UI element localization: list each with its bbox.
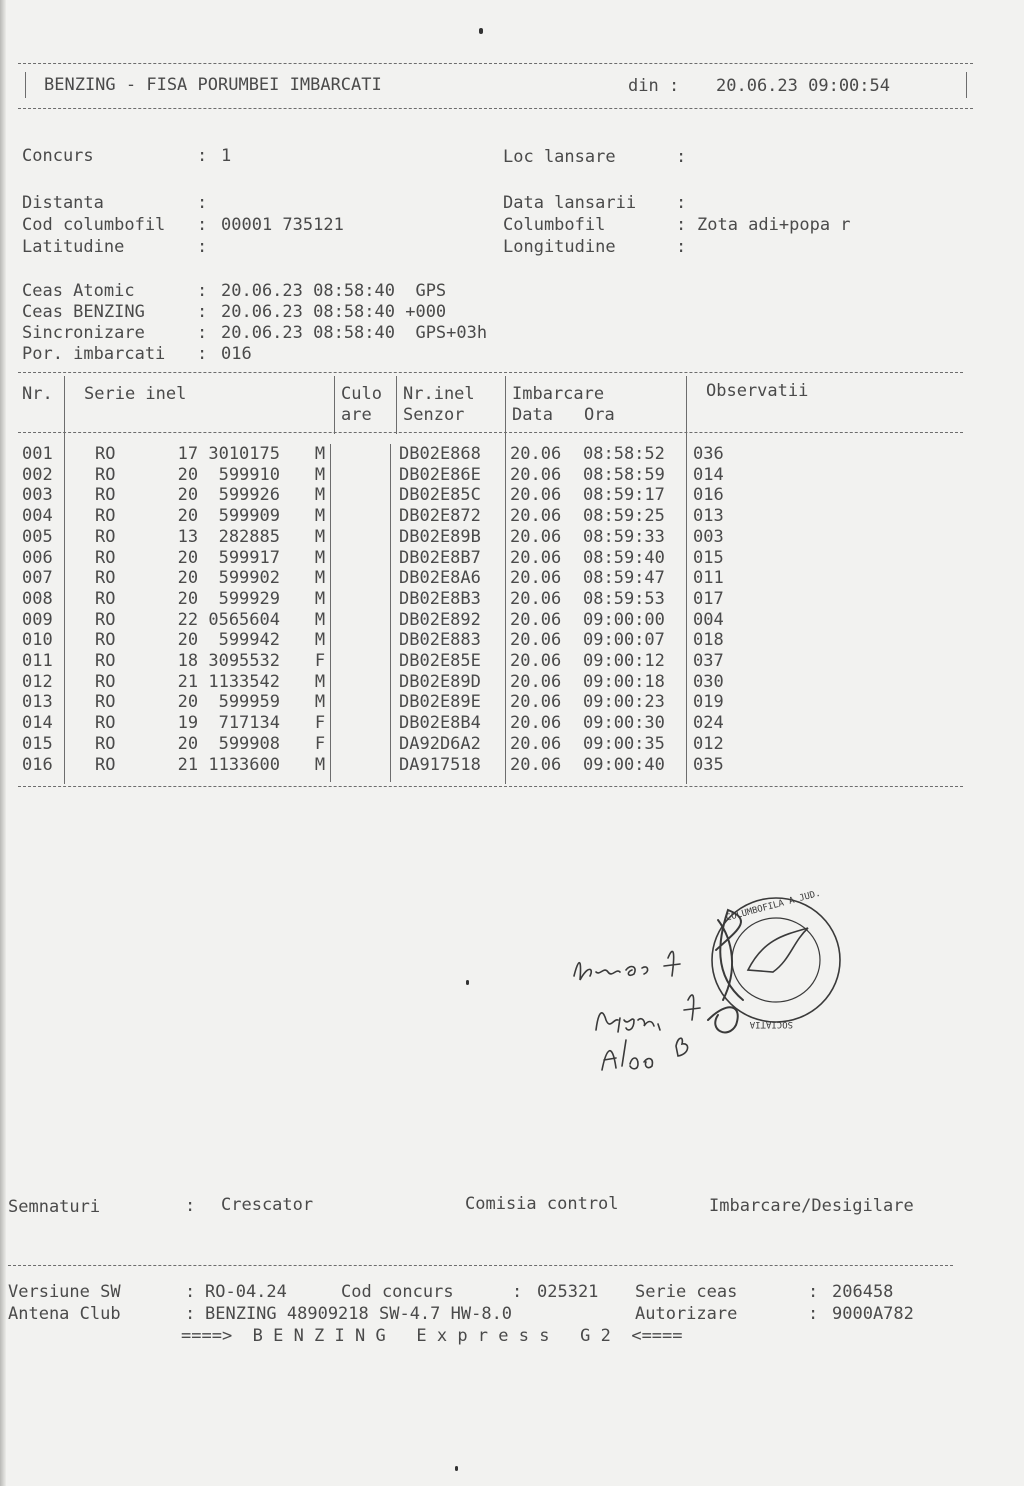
data-lansarii-label: Data lansarii: [503, 193, 637, 213]
colon: :: [197, 281, 208, 301]
stamp-text-fragment: COLUMBOFILA A JUD.: [724, 888, 822, 924]
row-number: 003: [22, 485, 53, 506]
table-row: [0, 506, 1024, 527]
row-sensor-id: DB02E8B7: [399, 547, 481, 568]
table-row: [0, 444, 1024, 465]
row-country: RO: [95, 630, 116, 651]
row-country: RO: [95, 609, 116, 630]
col-header-are: are: [341, 405, 372, 425]
row-ring-number: 20 599942: [177, 630, 280, 651]
row-ring-number: 20 599929: [177, 588, 280, 609]
row-time: 08:59:40: [583, 547, 665, 568]
row-number: 007: [22, 568, 53, 589]
row-country: RO: [95, 526, 116, 547]
table-bottom-rule: [18, 786, 963, 787]
columbofil-label: Columbofil: [503, 215, 606, 235]
row-date: 20.06: [510, 444, 562, 464]
row-date: 20.06: [510, 568, 562, 589]
row-ring-number: 20 599908: [177, 733, 280, 754]
row-sex: M: [314, 485, 326, 506]
cod-columbofil-label: Cod columbofil: [22, 215, 166, 235]
row-country: RO: [95, 588, 116, 609]
row-ring-number: 17 3010175: [177, 444, 280, 464]
row-number: 002: [22, 464, 53, 485]
semnaturi-label: Semnaturi: [8, 1197, 101, 1217]
row-number: 011: [22, 651, 53, 671]
por-imbarcati-label: Por. imbarcati: [22, 344, 166, 364]
row-time: 09:00:30: [583, 713, 665, 734]
table-top-rule: [18, 372, 963, 373]
row-sensor-id: DB02E868: [399, 444, 481, 464]
row-ring-number: 19 717134: [177, 713, 280, 734]
row-country: RO: [95, 444, 116, 464]
row-number: 004: [22, 506, 53, 527]
row-sensor-id: DB02E892: [399, 609, 481, 630]
row-time: 09:00:23: [583, 692, 665, 713]
table-row: [0, 630, 1024, 651]
row-sex: M: [314, 692, 326, 713]
cod-columbofil-value: 00001 735121: [221, 215, 344, 235]
sincronizare-value: 20.06.23 08:58:40 GPS+03h: [221, 323, 488, 343]
row-country: RO: [95, 568, 116, 589]
table-row: [0, 713, 1024, 734]
row-ring-number: 21 1133542: [177, 671, 280, 692]
row-sensor-id: DB02E85C: [399, 485, 481, 506]
row-observation: 014: [693, 464, 724, 485]
row-observation: 011: [693, 568, 724, 589]
row-ring-number: 20 599910: [177, 464, 280, 485]
row-country: RO: [95, 651, 116, 671]
row-time: 08:58:59: [583, 464, 665, 485]
row-observation: 013: [693, 506, 724, 527]
row-time: 08:59:17: [583, 485, 665, 506]
row-ring-number: 20 599909: [177, 506, 280, 527]
table-row: [0, 651, 1024, 672]
row-observation: 015: [693, 547, 724, 568]
row-number: 012: [22, 671, 53, 692]
table-row: [0, 610, 1024, 631]
header-left-border: [25, 72, 26, 98]
col-sep: [396, 376, 397, 434]
row-sensor-id: DB02E8B3: [399, 588, 481, 609]
colon: :: [197, 323, 208, 343]
row-country: RO: [95, 754, 116, 775]
table-row: [0, 755, 1024, 776]
row-time: 08:59:33: [583, 526, 665, 547]
row-country: RO: [95, 547, 116, 568]
row-observation: 003: [693, 526, 724, 547]
row-country: RO: [95, 692, 116, 713]
colon: :: [197, 146, 208, 166]
row-sensor-id: DB02E8B4: [399, 713, 481, 734]
colon: :: [808, 1282, 819, 1302]
table-row: [0, 734, 1024, 755]
colon: :: [185, 1196, 196, 1216]
row-sex: M: [314, 588, 326, 609]
col-header-imbarcare: Imbarcare: [512, 384, 605, 404]
cod-concurs-value: 025321: [537, 1282, 599, 1302]
row-observation: 030: [693, 671, 724, 692]
row-time: 09:00:18: [583, 671, 665, 692]
row-ring-number: 22 0565604: [177, 609, 280, 630]
versiune-value: RO-04.24: [205, 1282, 287, 1302]
row-sex: M: [314, 506, 326, 527]
longitudine-label: Longitudine: [503, 237, 616, 257]
row-observation: 019: [693, 692, 724, 713]
row-country: RO: [95, 506, 116, 527]
por-imbarcati-value: 016: [221, 344, 252, 364]
row-ring-number: 13 282885: [177, 526, 280, 547]
crescator-label: Crescator: [221, 1195, 314, 1215]
colon: :: [185, 1304, 196, 1324]
row-sensor-id: DB02E872: [399, 506, 481, 527]
row-country: RO: [95, 713, 116, 734]
colon: :: [676, 193, 687, 213]
ceas-benzing-label: Ceas BENZING: [22, 302, 145, 322]
colon: :: [185, 1282, 196, 1302]
row-ring-number: 20 599917: [177, 547, 280, 568]
date-value: 20.06.23 09:00:54: [716, 76, 890, 96]
row-date: 20.06: [510, 651, 562, 671]
row-observation: 037: [693, 651, 724, 671]
colon: :: [197, 215, 208, 235]
col-sep: [334, 376, 335, 434]
antena-value: BENZING 48909218 SW-4.7 HW-8.0: [205, 1304, 513, 1324]
table-row: [0, 527, 1024, 548]
row-number: 006: [22, 547, 53, 568]
row-number: 008: [22, 588, 53, 609]
row-sensor-id: DB02E89D: [399, 671, 481, 692]
table-row: [0, 548, 1024, 569]
row-sensor-id: DB02E8A6: [399, 568, 481, 589]
row-time: 09:00:00: [583, 609, 665, 630]
row-date: 20.06: [510, 692, 562, 713]
row-date: 20.06: [510, 630, 562, 651]
row-sex: F: [314, 733, 326, 754]
stamp-bird: [748, 928, 808, 972]
row-time: 09:00:07: [583, 630, 665, 651]
row-date: 20.06: [510, 713, 562, 734]
col-header-observatii: Observatii: [706, 381, 809, 401]
col-header-senzor: Senzor: [403, 405, 465, 425]
row-sex: M: [314, 671, 326, 692]
row-number: 015: [22, 733, 53, 754]
row-observation: 016: [693, 485, 724, 506]
row-time: 09:00:40: [583, 754, 665, 775]
latitudine-label: Latitudine: [22, 237, 125, 257]
benzing-express-banner: ====> B E N Z I N G E x p r e s s G 2 <====: [181, 1326, 683, 1346]
row-sensor-id: DA917518: [399, 754, 481, 775]
row-sex: M: [314, 464, 326, 485]
cod-concurs-label: Cod concurs: [341, 1282, 454, 1302]
row-sex: M: [314, 609, 326, 630]
col-header-nr: Nr.: [22, 384, 53, 404]
row-sex: M: [314, 526, 326, 547]
table-row: [0, 589, 1024, 610]
row-ring-number: 20 599959: [177, 692, 280, 713]
row-sex: M: [314, 568, 326, 589]
row-sex: M: [314, 547, 326, 568]
row-sensor-id: DB02E86E: [399, 464, 481, 485]
row-sensor-id: DB02E85E: [399, 651, 481, 671]
row-time: 08:58:52: [583, 444, 665, 464]
row-time: 08:59:25: [583, 506, 665, 527]
stamp-text-fragment: SOCIATIA: [749, 1019, 793, 1029]
sincronizare-label: Sincronizare: [22, 323, 145, 343]
header-bottom-rule: [18, 108, 973, 109]
comisia-control-label: Comisia control: [465, 1194, 619, 1214]
colon: :: [197, 344, 208, 364]
row-observation: 024: [693, 713, 724, 734]
row-sensor-id: DB02E883: [399, 630, 481, 651]
footer-rule: [8, 1265, 953, 1266]
colon: :: [676, 237, 687, 257]
header-top-rule: [18, 63, 973, 64]
row-observation: 017: [693, 588, 724, 609]
antena-label: Antena Club: [8, 1304, 121, 1324]
row-observation: 012: [693, 733, 724, 754]
col-header-data: Data: [512, 405, 553, 425]
row-sensor-id: DB02E89B: [399, 526, 481, 547]
row-date: 20.06: [510, 464, 562, 485]
row-sex: F: [314, 651, 326, 671]
row-country: RO: [95, 485, 116, 506]
row-number: 013: [22, 692, 53, 713]
row-time: 09:00:35: [583, 733, 665, 754]
loc-lansare-label: Loc lansare: [503, 147, 616, 167]
row-time: 08:59:47: [583, 568, 665, 589]
serie-ceas-label: Serie ceas: [635, 1282, 738, 1302]
colon: :: [808, 1304, 819, 1324]
row-date: 20.06: [510, 506, 562, 527]
row-ring-number: 21 1133600: [177, 754, 280, 775]
table-header-rule: [18, 432, 963, 433]
ceas-benzing-value: 20.06.23 08:58:40 +000: [221, 302, 447, 322]
row-sex: M: [314, 444, 326, 464]
concurs-value: 1: [221, 146, 232, 166]
doc-title: BENZING - FISA PORUMBEI IMBARCATI: [44, 75, 382, 95]
col-header-serie: Serie inel: [84, 384, 187, 404]
row-date: 20.06: [510, 588, 562, 609]
speck: [455, 1466, 458, 1471]
row-observation: 018: [693, 630, 724, 651]
autorizare-label: Autorizare: [635, 1304, 738, 1324]
row-country: RO: [95, 733, 116, 754]
row-date: 20.06: [510, 609, 562, 630]
row-observation: 035: [693, 754, 724, 775]
col-header-nrinel: Nr.inel: [403, 384, 475, 404]
row-observation: 004: [693, 609, 724, 630]
row-sex: F: [314, 713, 326, 734]
row-sex: M: [314, 754, 326, 775]
row-number: 014: [22, 713, 53, 734]
row-number: 016: [22, 754, 53, 775]
colon: :: [197, 302, 208, 322]
row-observation: 036: [693, 444, 724, 464]
ceas-atomic-value: 20.06.23 08:58:40 GPS: [221, 281, 447, 301]
distanta-label: Distanta: [22, 193, 104, 213]
colon: :: [197, 237, 208, 257]
row-number: 005: [22, 526, 53, 547]
ceas-atomic-label: Ceas Atomic: [22, 281, 135, 301]
row-ring-number: 20 599926: [177, 485, 280, 506]
row-date: 20.06: [510, 733, 562, 754]
row-ring-number: 20 599902: [177, 568, 280, 589]
row-country: RO: [95, 671, 116, 692]
row-number: 009: [22, 609, 53, 630]
colon: :: [197, 193, 208, 213]
colon: :: [676, 147, 687, 167]
handwritten-signatures-and-stamp: [568, 880, 868, 1080]
row-sex: M: [314, 630, 326, 651]
autorizare-value: 9000A782: [832, 1304, 914, 1324]
stamp-inner-ring: [732, 918, 820, 1002]
table-row: [0, 692, 1024, 713]
row-date: 20.06: [510, 671, 562, 692]
row-number: 010: [22, 630, 53, 651]
row-time: 09:00:12: [583, 651, 665, 671]
speck: [466, 980, 469, 985]
table-row: [0, 485, 1024, 506]
table-row: [0, 465, 1024, 486]
colon: :: [676, 215, 687, 235]
row-number: 001: [22, 444, 53, 464]
imbarcare-desigilare-label: Imbarcare/Desigilare: [709, 1196, 914, 1216]
col-header-culo: Culo: [341, 384, 382, 404]
versiune-label: Versiune SW: [8, 1282, 121, 1302]
row-country: RO: [95, 464, 116, 485]
concurs-label: Concurs: [22, 146, 94, 166]
row-date: 20.06: [510, 485, 562, 506]
row-date: 20.06: [510, 526, 562, 547]
table-row: [0, 672, 1024, 693]
row-ring-number: 18 3095532: [177, 651, 280, 671]
row-sensor-id: DB02E89E: [399, 692, 481, 713]
row-date: 20.06: [510, 547, 562, 568]
date-label: din :: [628, 76, 680, 96]
col-header-ora: Ora: [584, 405, 615, 425]
table-row: [0, 568, 1024, 589]
colon: :: [512, 1282, 523, 1302]
row-date: 20.06: [510, 754, 562, 775]
row-sensor-id: DA92D6A2: [399, 733, 481, 754]
row-time: 08:59:53: [583, 588, 665, 609]
speck: [479, 28, 483, 34]
serie-ceas-value: 206458: [832, 1282, 894, 1302]
header-right-border: [966, 72, 967, 98]
columbofil-value: Zota adi+popa r: [697, 215, 851, 235]
